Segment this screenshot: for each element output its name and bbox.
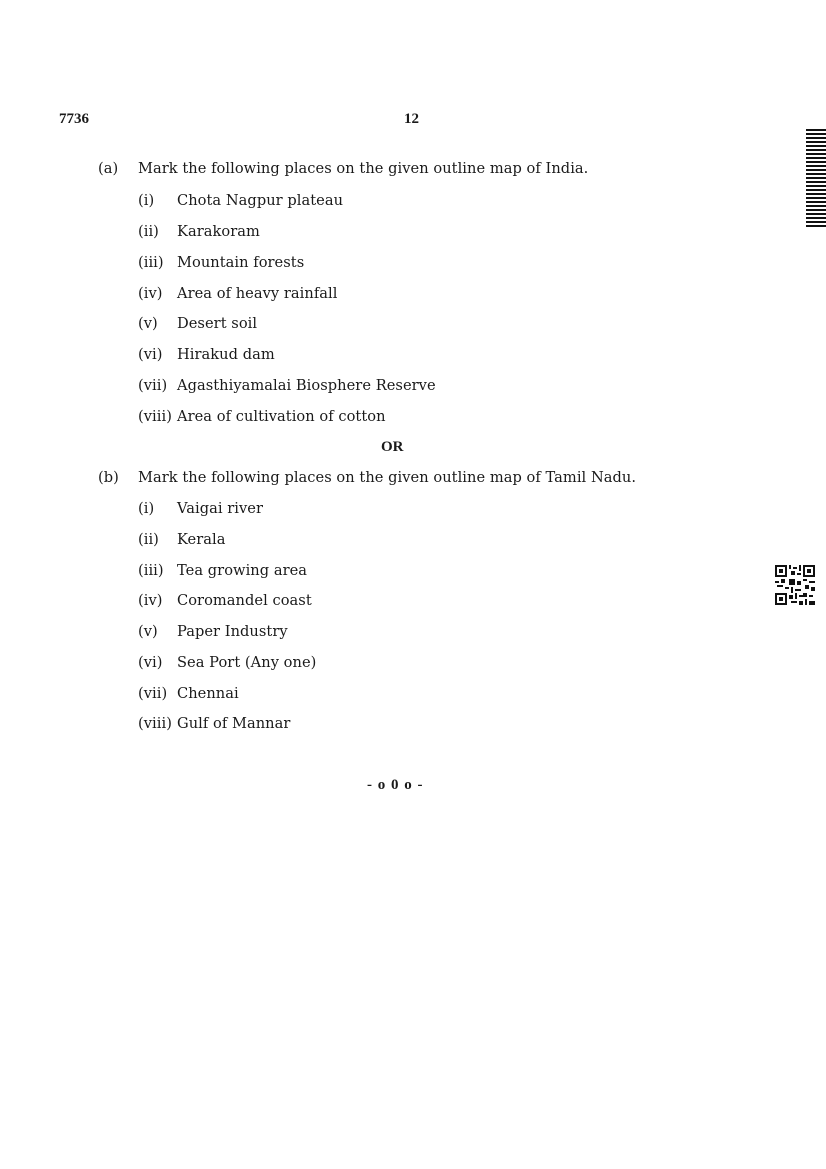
list-item: Tea growing area bbox=[177, 562, 308, 579]
item-number: (iii) bbox=[138, 562, 164, 579]
item-number: (ii) bbox=[138, 223, 159, 240]
paper-code: 7736 bbox=[59, 111, 89, 127]
item-number: (viii) bbox=[138, 715, 172, 732]
item-number: (v) bbox=[138, 623, 158, 640]
list-item: Agasthiyamalai Biosphere Reserve bbox=[177, 377, 436, 394]
list-item: Area of cultivation of cotton bbox=[177, 408, 386, 425]
list-item: Sea Port (Any one) bbox=[177, 654, 317, 671]
list-item: Mountain forests bbox=[177, 254, 305, 271]
question-a-instruction: Mark the following places on the given outline map of India. bbox=[138, 160, 589, 177]
item-number: (vii) bbox=[138, 377, 168, 394]
list-item: Coromandel coast bbox=[177, 592, 312, 609]
item-number: (i) bbox=[138, 192, 155, 209]
qr-code-icon bbox=[775, 565, 815, 605]
item-number: (i) bbox=[138, 500, 155, 517]
list-item: Vaigai river bbox=[177, 500, 264, 517]
end-of-paper-mark: - o 0 o - bbox=[367, 777, 424, 793]
question-a-label: (a) bbox=[98, 160, 119, 177]
list-item: Karakoram bbox=[177, 223, 260, 240]
list-item: Gulf of Mannar bbox=[177, 715, 291, 732]
list-item: Desert soil bbox=[177, 315, 258, 332]
item-number: (iv) bbox=[138, 285, 163, 302]
item-number: (iii) bbox=[138, 254, 164, 271]
list-item: Hirakud dam bbox=[177, 346, 275, 363]
or-separator: OR bbox=[381, 439, 404, 455]
item-number: (vi) bbox=[138, 346, 163, 363]
item-number: (viii) bbox=[138, 408, 172, 425]
item-number: (vi) bbox=[138, 654, 163, 671]
list-item: Chennai bbox=[177, 685, 239, 702]
item-number: (iv) bbox=[138, 592, 163, 609]
question-b-label: (b) bbox=[98, 469, 119, 486]
item-number: (v) bbox=[138, 315, 158, 332]
item-number: (ii) bbox=[138, 531, 159, 548]
list-item: Kerala bbox=[177, 531, 226, 548]
page-number: 12 bbox=[404, 111, 419, 127]
edge-barcode bbox=[806, 129, 826, 229]
list-item: Area of heavy rainfall bbox=[177, 285, 338, 302]
list-item: Chota Nagpur plateau bbox=[177, 192, 344, 209]
question-b-instruction: Mark the following places on the given outline map of Tamil Nadu. bbox=[138, 469, 637, 486]
list-item: Paper Industry bbox=[177, 623, 288, 640]
item-number: (vii) bbox=[138, 685, 168, 702]
